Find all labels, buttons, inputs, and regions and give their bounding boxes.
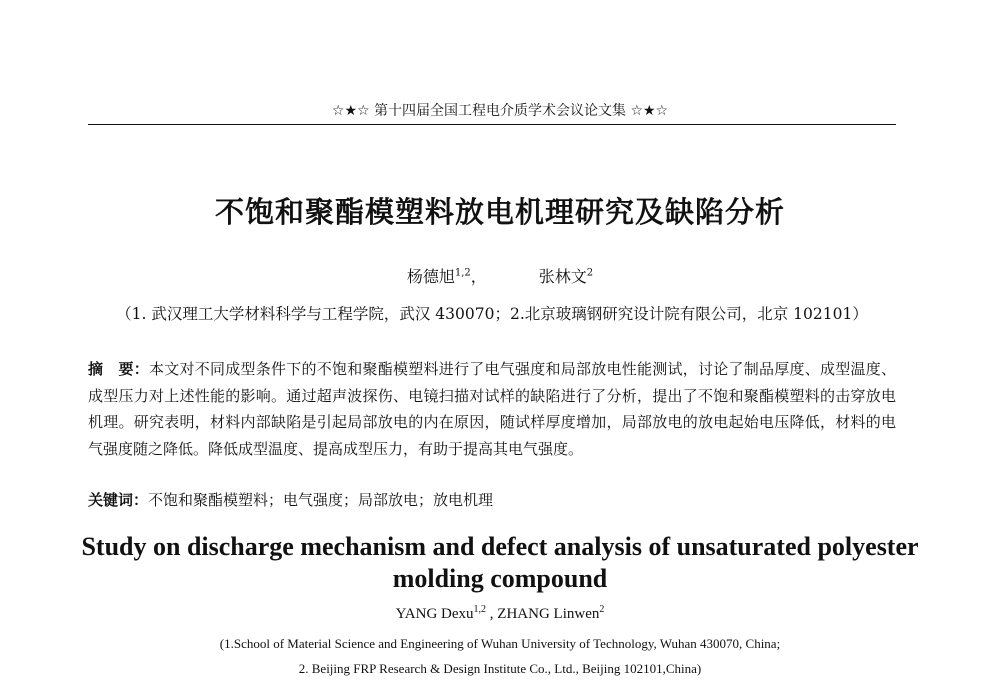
header-rule — [88, 124, 896, 125]
abstract-text: 本文对不同成型条件下的不饱和聚酯模塑料进行了电气强度和局部放电性能测试，讨论了制品厚度、成型温度、成型压力对上述性能的影响。通过超声波探伤、电镜扫描对试样的缺陷进行了分析，提出了不饱和聚酯模塑料的击穿放电机理。研究表明，材料内部缺陷是引起局部放电的内在原因，随试样厚度增加，局部放电的放电起始电压降低，材料的电气强度随之降低。降低成型温度、提高成型压力，有助于提高其电气强度。 — [88, 360, 896, 458]
author-1-name: 杨德旭 — [406, 267, 455, 286]
keywords-label: 关键词： — [88, 491, 149, 509]
author-1-affiliation-mark-en: 1,2 — [473, 604, 487, 615]
english-authors — [0, 606, 1000, 623]
author-2-name: 张林文 — [538, 267, 587, 286]
keywords-text: 不饱和聚酯模塑料；电气强度；局部放电；放电机理 — [148, 491, 494, 509]
running-head: ☆★☆ 第十四届全国工程电介质学术会议论文集 ☆★☆ — [331, 103, 669, 119]
chinese-abstract — [88, 356, 896, 462]
author-2-affiliation-mark-en: 2 — [599, 604, 605, 615]
chinese-title: 不饱和聚酯模塑料放电机理研究及缺陷分析 — [214, 195, 785, 229]
author-2-affiliation-mark: 2 — [586, 267, 594, 279]
chinese-authors — [0, 264, 1000, 287]
abstract-label: 摘 要： — [88, 360, 149, 378]
english-affiliation-line-2: 2. Beijing FRP Research & Design Institute Co., Ltd., Beijing 102101,China) — [298, 661, 702, 676]
author-1-name-en: YANG Dexu — [395, 606, 474, 622]
author-1-affiliation-mark: 1,2 — [454, 267, 471, 279]
author-2-name-en: ZHANG Linwen — [497, 606, 600, 622]
english-affiliation-line-1: (1.School of Material Science and Engineering of Wuhan University of Technology, Wuhan 430070, China; — [219, 636, 781, 651]
chinese-keywords — [88, 488, 896, 512]
chinese-affiliation: （1. 武汉理工大学材料科学与工程学院，武汉 430070；2.北京玻璃钢研究设计院有限公司，北京 102101） — [116, 305, 868, 323]
author-separator: ， — [470, 267, 487, 286]
english-title: Study on discharge mechanism and defect analysis of unsaturated polyester molding compound — [81, 532, 919, 593]
author-separator-en: , — [486, 606, 498, 622]
